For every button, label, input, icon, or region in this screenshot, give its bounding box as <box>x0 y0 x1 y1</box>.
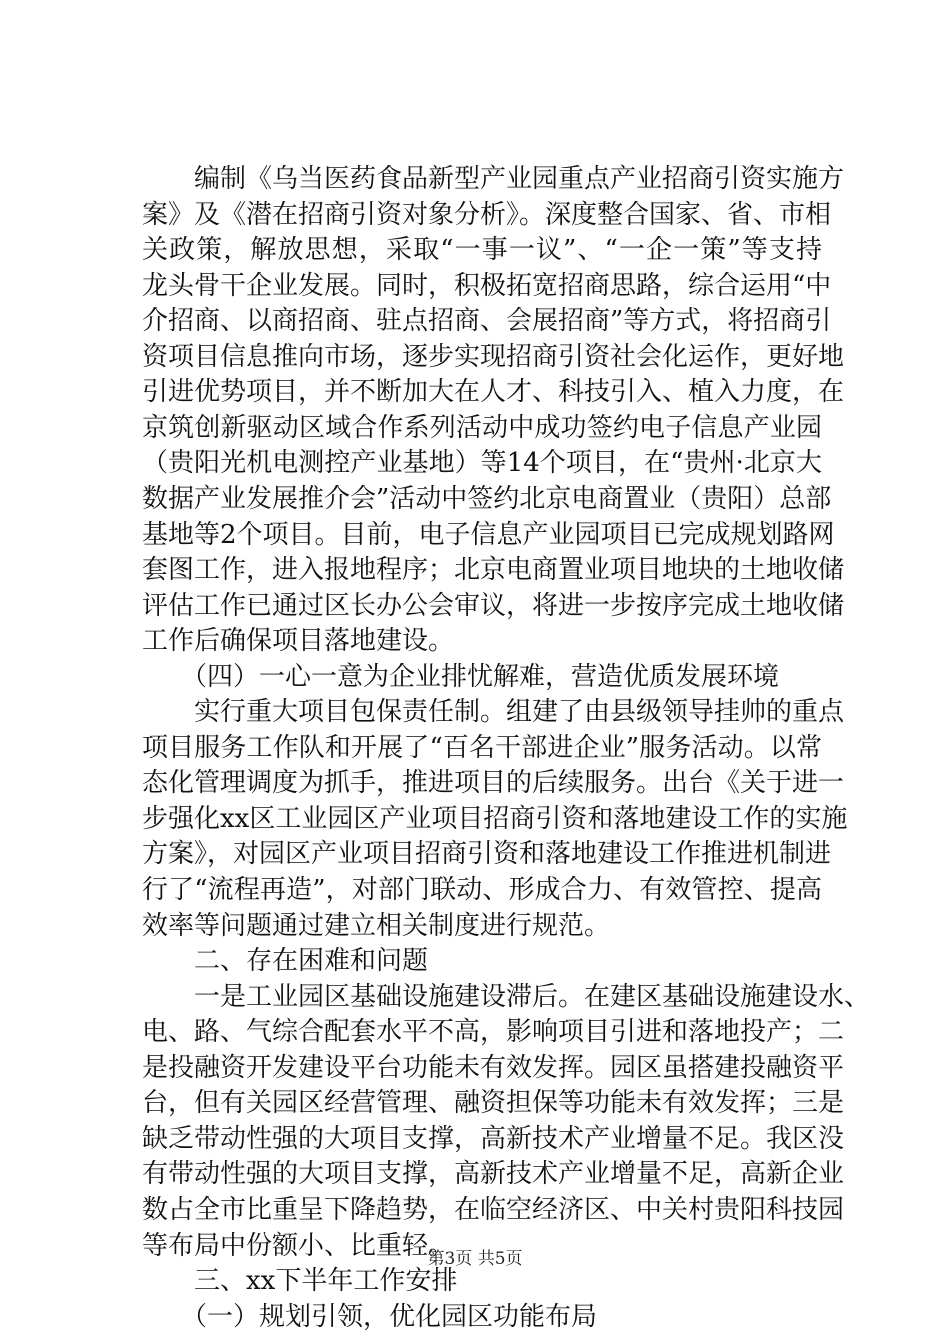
text-line: 实行重大项目包保责任制。组建了由县级领导挂帅的重点 <box>142 697 845 727</box>
text-line: 套图工作，进入报地程序；北京电商置业项目地块的土地收储 <box>142 555 845 585</box>
text-line: 行了“流程再造”，对部门联动、形成合力、有效管控、提高 <box>142 875 822 905</box>
page-footer: 第3页 共5页 <box>427 1249 523 1269</box>
text-line: 京筑创新驱动区域合作系列活动中成功签约电子信息产业园 <box>142 413 822 443</box>
text-line: （贵阳光机电测控产业基地）等14个项目，在“贵州·北京大 <box>142 448 822 478</box>
text-line: 介招商、以商招商、驻点招商、会展招商”等方式，将招商引 <box>142 306 832 336</box>
text-line: 案》及《潜在招商引资对象分析》。深度整合国家、省、市相 <box>142 200 832 230</box>
text-line: 龙头骨干企业发展。同时，积极拓宽招商思路，综合运用“中 <box>142 271 832 301</box>
text-line: 有带动性强的大项目支撑，高新技术产业增量不足，高新企业 <box>142 1159 845 1189</box>
text-line: 是投融资开发建设平台功能未有效发挥。园区虽搭建投融资平 <box>142 1053 845 1083</box>
text-line: 缺乏带动性强的大项目支撑，高新技术产业增量不足。我区没 <box>142 1124 845 1154</box>
text-line: 方案》，对园区产业项目招商引资和落地建设工作推进机制进 <box>142 839 832 869</box>
text-line: 评估工作已通过区长办公会审议，将进一步按序完成土地收储 <box>142 591 845 621</box>
text-line: （一）规划引领，优化园区功能布局 <box>142 1302 598 1332</box>
text-line: 三、xx下半年工作安排 <box>142 1266 458 1296</box>
text-line: 项目服务工作队和开展了“百名干部进企业”服务活动。以常 <box>142 733 822 763</box>
text-line: 工作后确保项目落地建设。 <box>142 626 455 656</box>
text-line: 编制《乌当医药食品新型产业园重点产业招商引资实施方 <box>142 164 845 194</box>
text-line: 数占全市比重呈下降趋势，在临空经济区、中关村贵阳科技园 <box>142 1195 845 1225</box>
text-line: 基地等2个项目。目前，电子信息产业园项目已完成规划路网 <box>142 520 835 550</box>
text-line: 关政策，解放思想，采取“一事一议”、“一企一策”等支持 <box>142 235 822 265</box>
text-line: 一是工业园区基础设施建设滞后。在建区基础设施建设水、 <box>142 982 871 1012</box>
text-line: 电、路、气综合配套水平不高，影响项目引进和落地投产；二 <box>142 1017 845 1047</box>
text-line: 数据产业发展推介会”活动中签约北京电商置业（贵阳）总部 <box>142 484 832 514</box>
text-line: （四）一心一意为企业排忧解难，营造优质发展环境 <box>142 662 780 692</box>
text-line: 效率等问题通过建立相关制度进行规范。 <box>142 911 611 941</box>
text-line: 引进优势项目，并不断加大在人才、科技引入、植入力度，在 <box>142 377 845 407</box>
text-line: 等布局中份额小、比重轻。 <box>142 1231 455 1261</box>
text-line: 步强化xx区工业园区产业项目招商引资和落地建设工作的实施 <box>142 804 848 834</box>
text-line: 资项目信息推向市场，逐步实现招商引资社会化运作，更好地 <box>142 342 845 372</box>
text-line: 态化管理调度为抓手，推进项目的后续服务。出台《关于进一 <box>142 768 845 798</box>
text-line: 台，但有关园区经营管理、融资担保等功能未有效发挥；三是 <box>142 1088 845 1118</box>
text-line: 二、存在困难和问题 <box>142 946 429 976</box>
